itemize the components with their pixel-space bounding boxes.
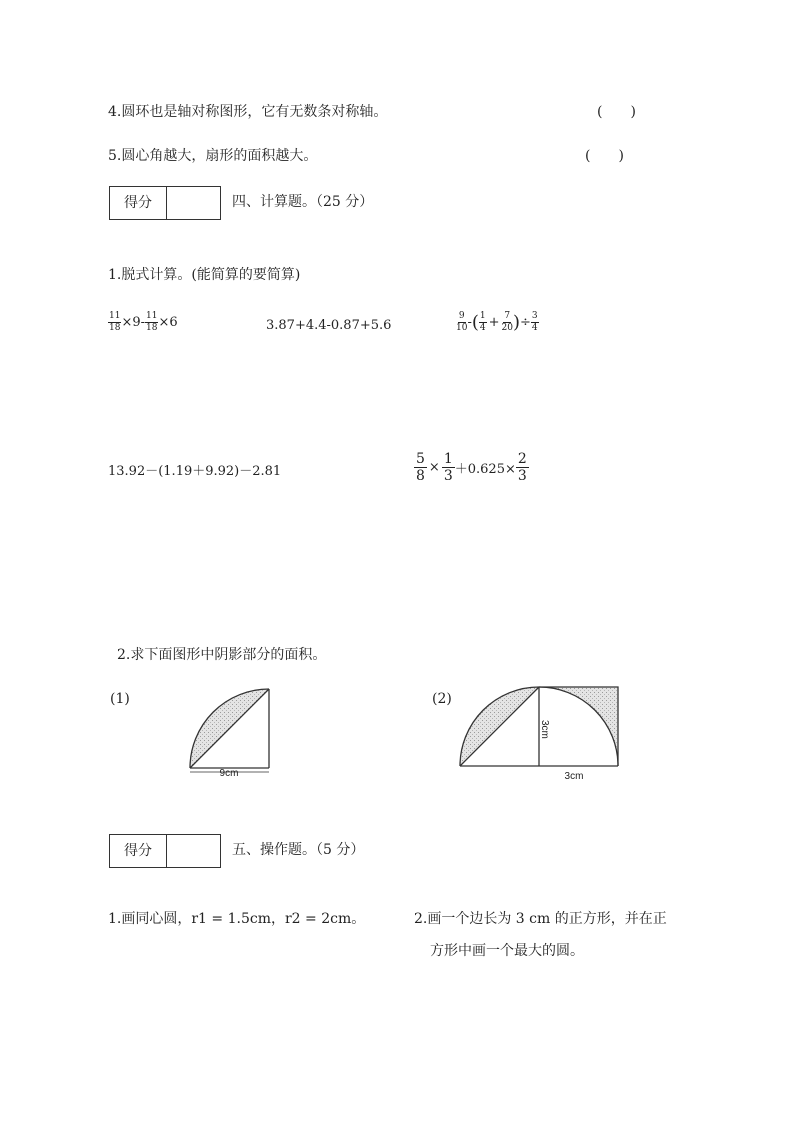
judge-q5-text: 5.圆心角越大，扇形的面积越大。 [108,148,318,164]
fraction: $\frac{3}{4}$ [531,311,538,333]
expr-c-lparen: ( [471,312,479,333]
expr-d: 13.92－(1.19＋9.92)－2.81 [108,464,282,479]
fig2-dim-vertical: 3cm [539,720,550,739]
fig2-dim-horizontal: 3cm [564,771,584,782]
fraction: $\frac{1}{4}$ [479,311,486,333]
expr-e [414,452,529,483]
operation-q2-line2: 方形中画一个最大的圆。 [430,943,584,959]
fig1-label: (1) [110,691,130,707]
fraction: $\frac{11}{18}$ [109,311,121,333]
expr-e-times: × [428,460,440,475]
fig1-quarter-circle-diagram [180,680,280,780]
calc-q1-title: 1.脱式计算。(能简算的要简算) [108,267,301,283]
score-blank[interactable] [167,187,220,219]
fig2-semicircle-diagram [450,680,630,790]
operation-q2-line1: 2.画一个边长为 3 cm 的正方形，并在正 [414,911,667,927]
operation-q1: 1.画同心圆，r1 = 1.5cm，r2 = 2cm。 [108,911,366,927]
fraction: $\frac{1}{3}$ [443,451,453,484]
expr-a-end: ×6 [158,315,178,330]
expr-c-div: ÷ [520,315,531,330]
section5-title: 五、操作题。（5 分） [232,842,365,858]
expr-c [456,312,539,333]
score-blank[interactable] [167,835,220,867]
expr-c-plus: + [488,315,500,330]
score-label: 得分 [110,835,167,867]
score-box-section4 [109,186,221,220]
fig2-label: (2) [432,691,452,707]
fig1-dim-label: 9cm [219,768,239,779]
calc-q2-title: 2.求下面图形中阴影部分的面积。 [117,647,327,663]
expr-b: 3.87+4.4-0.87+5.6 [266,318,392,333]
judge-q4-answer-paren[interactable]: ( ) [597,104,636,120]
expr-a [108,312,178,333]
judge-q5-answer-paren[interactable]: ( ) [585,148,624,164]
fraction: $\frac{2}{3}$ [517,451,527,484]
expr-e-mid: ＋0.625× [454,462,516,477]
fraction: $\frac{9}{10}$ [456,311,468,333]
fraction: $\frac{11}{18}$ [146,311,158,333]
score-box-section5 [109,834,221,868]
judge-q4-text: 4.圆环也是轴对称图形，它有无数条对称轴。 [108,104,388,120]
expr-a-mid: ×9- [121,315,146,330]
section4-title: 四、计算题。（25 分） [232,194,374,210]
score-label: 得分 [110,187,167,219]
fraction: $\frac{5}{8}$ [416,451,425,484]
expr-c-rparen: ) [512,312,521,333]
fraction: $\frac{7}{20}$ [501,311,513,333]
expr-c-minus: - [467,315,472,330]
